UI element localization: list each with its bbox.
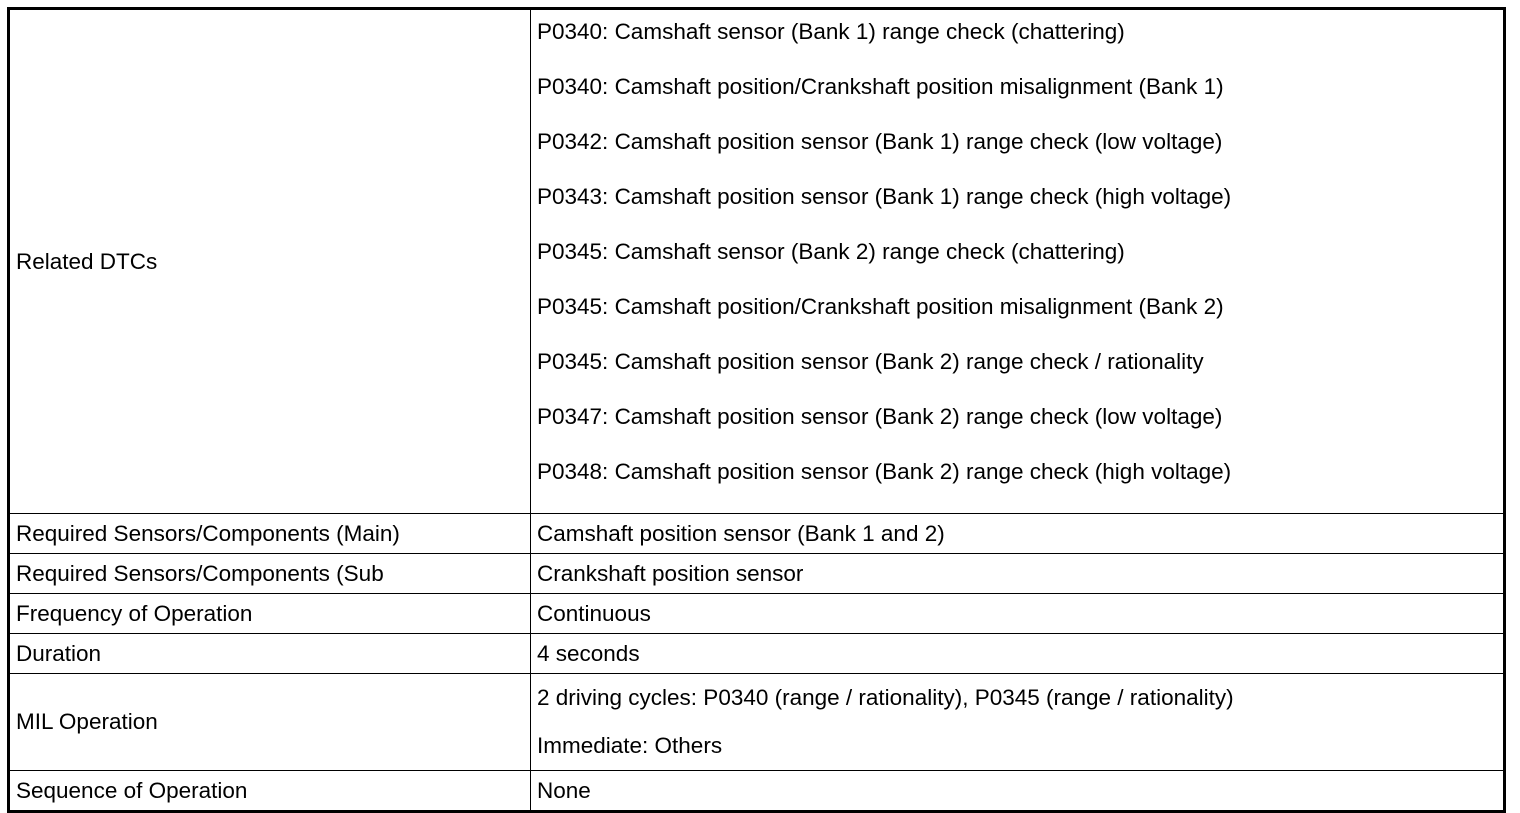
mil-item: 2 driving cycles: P0340 (range / rationality), P0345 (range / rationality) — [537, 685, 1234, 710]
dtc-item: P0345: Camshaft sensor (Bank 2) range check (chattering) — [537, 239, 1125, 264]
value-cell — [531, 9, 1505, 514]
label-cell — [9, 674, 531, 771]
row-value: Camshaft position sensor (Bank 1 and 2) — [537, 520, 945, 546]
dtc-item: P0340: Camshaft sensor (Bank 1) range check (chattering) — [537, 19, 1125, 44]
label-cell — [9, 771, 531, 812]
table-row-sequence — [9, 771, 1505, 812]
label-cell — [9, 554, 531, 594]
dtc-item: P0340: Camshaft position/Crankshaft position misalignment (Bank 1) — [537, 74, 1224, 99]
row-label: Related DTCs — [16, 248, 158, 274]
table-row-duration — [9, 634, 1505, 674]
value-cell — [531, 594, 1505, 634]
mil-item: Immediate: Others — [537, 733, 723, 758]
label-cell — [9, 514, 531, 554]
value-cell — [531, 554, 1505, 594]
dtc-item: P0345: Camshaft position/Crankshaft position misalignment (Bank 2) — [537, 294, 1224, 319]
label-cell — [9, 634, 531, 674]
row-label: Duration — [16, 640, 102, 666]
value-cell — [531, 771, 1505, 812]
row-value: 4 seconds — [537, 640, 640, 666]
monitor-info-table — [7, 7, 1506, 813]
row-value: None — [537, 777, 591, 803]
dtc-item: P0343: Camshaft position sensor (Bank 1) range check (high voltage) — [537, 184, 1232, 209]
row-label: Required Sensors/Components (Main) — [16, 520, 400, 546]
row-label: MIL Operation — [16, 709, 158, 735]
label-cell — [9, 9, 531, 514]
row-value: Continuous — [537, 600, 651, 626]
value-cell — [531, 514, 1505, 554]
row-label: Required Sensors/Components (Sub — [16, 560, 384, 586]
table-row-frequency — [9, 594, 1505, 634]
dtc-item: P0345: Camshaft position sensor (Bank 2) range check / rationality — [537, 349, 1204, 374]
value-cell — [531, 634, 1505, 674]
row-value: Crankshaft position sensor — [537, 560, 804, 586]
table-row-required-main — [9, 514, 1505, 554]
dtc-item: P0347: Camshaft position sensor (Bank 2) range check (low voltage) — [537, 404, 1223, 429]
value-cell — [531, 674, 1505, 771]
row-label: Sequence of Operation — [16, 777, 248, 803]
table-row-required-sub — [9, 554, 1505, 594]
dtc-item: P0342: Camshaft position sensor (Bank 1) range check (low voltage) — [537, 129, 1223, 154]
label-cell — [9, 594, 531, 634]
row-label: Frequency of Operation — [16, 600, 253, 626]
table-row-related-dtcs — [9, 9, 1505, 514]
table-row-mil-operation — [9, 674, 1505, 771]
dtc-item: P0348: Camshaft position sensor (Bank 2) range check (high voltage) — [537, 459, 1232, 484]
